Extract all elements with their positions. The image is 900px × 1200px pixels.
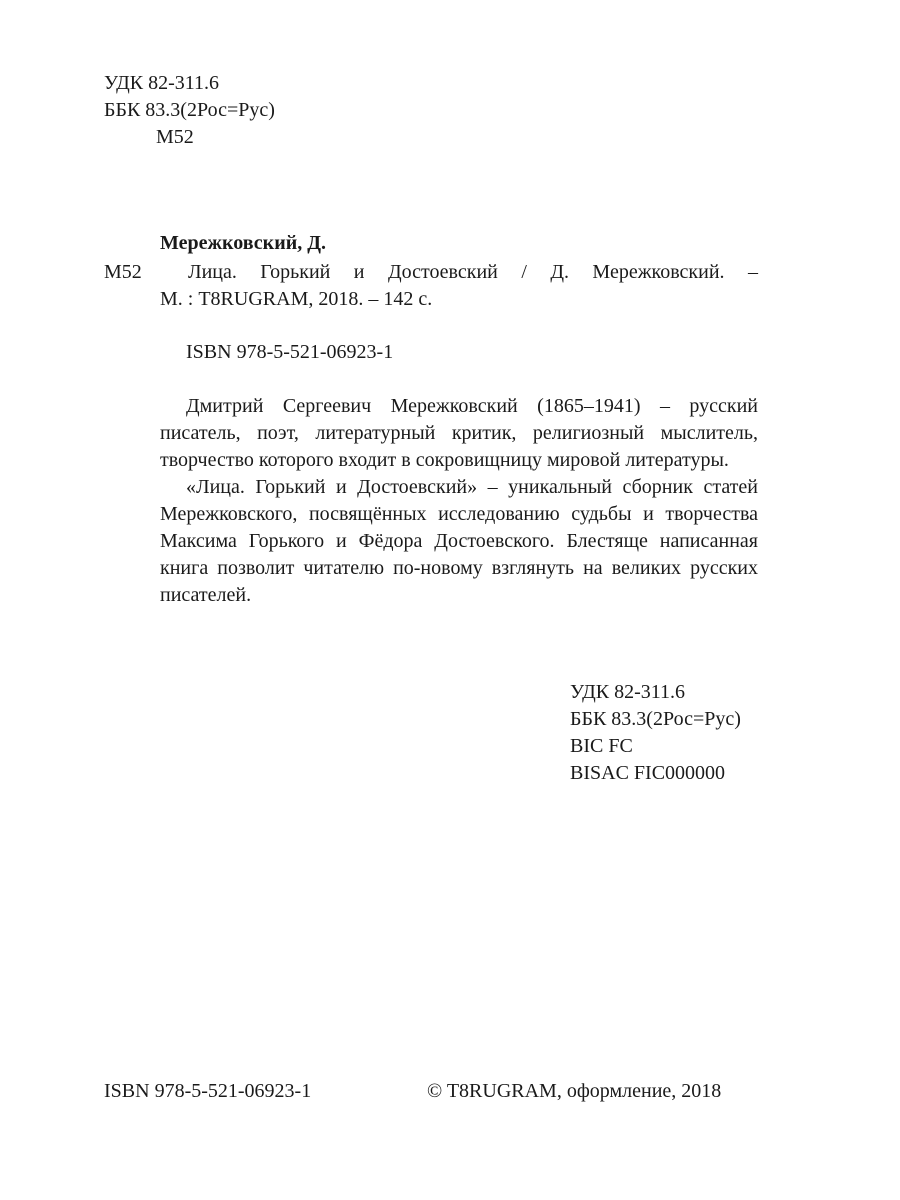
bic-code: BIC FC [570, 735, 633, 757]
footer-isbn: ISBN 978-5-521-06923-1 [104, 1080, 312, 1102]
author-mark-left: М52 [104, 261, 142, 283]
isbn-entry: ISBN 978-5-521-06923-1 [186, 341, 394, 363]
bisac-code: BISAC FIC000000 [570, 762, 726, 784]
annotation [160, 393, 758, 609]
classification-codes-right [570, 679, 741, 787]
copyright-notice: © T8RUGRAM, оформление, 2018 [427, 1080, 722, 1102]
title-line: Лица. Горький и Достоевский / Д. Мережковский. – [188, 261, 758, 283]
publication-line: М. : T8RUGRAM, 2018. – 142 с. [160, 288, 433, 310]
udk-code: УДК 82-311.6 [104, 72, 220, 94]
author-mark: М52 [156, 126, 194, 148]
annotation-paragraph-1: Дмитрий Сергеевич Мережковский (1865–1941) – русский писатель, поэт, литературный критик, религиозный мыслитель, творчество которого входит в сокровищницу мировой литературы. [160, 395, 758, 471]
annotation-paragraph-2: «Лица. Горький и Достоевский» – уникальный сборник статей Мережковского, посвящённых исследованию судьбы и творчества Максима Горького и Фёдора Достоевского. Блестяще написанная книга позволит читателю по-новому взглянуть на великих русских писателей. [160, 476, 758, 606]
author-heading: Мережковский, Д. [160, 232, 327, 254]
udk-code-right: УДК 82-311.6 [570, 681, 686, 703]
bibliographic-description [160, 259, 758, 313]
bbk-code: ББК 83.3(2Рос=Рус) [104, 99, 275, 121]
top-classification-codes [104, 70, 275, 151]
bbk-code-right: ББК 83.3(2Рос=Рус) [570, 708, 741, 730]
